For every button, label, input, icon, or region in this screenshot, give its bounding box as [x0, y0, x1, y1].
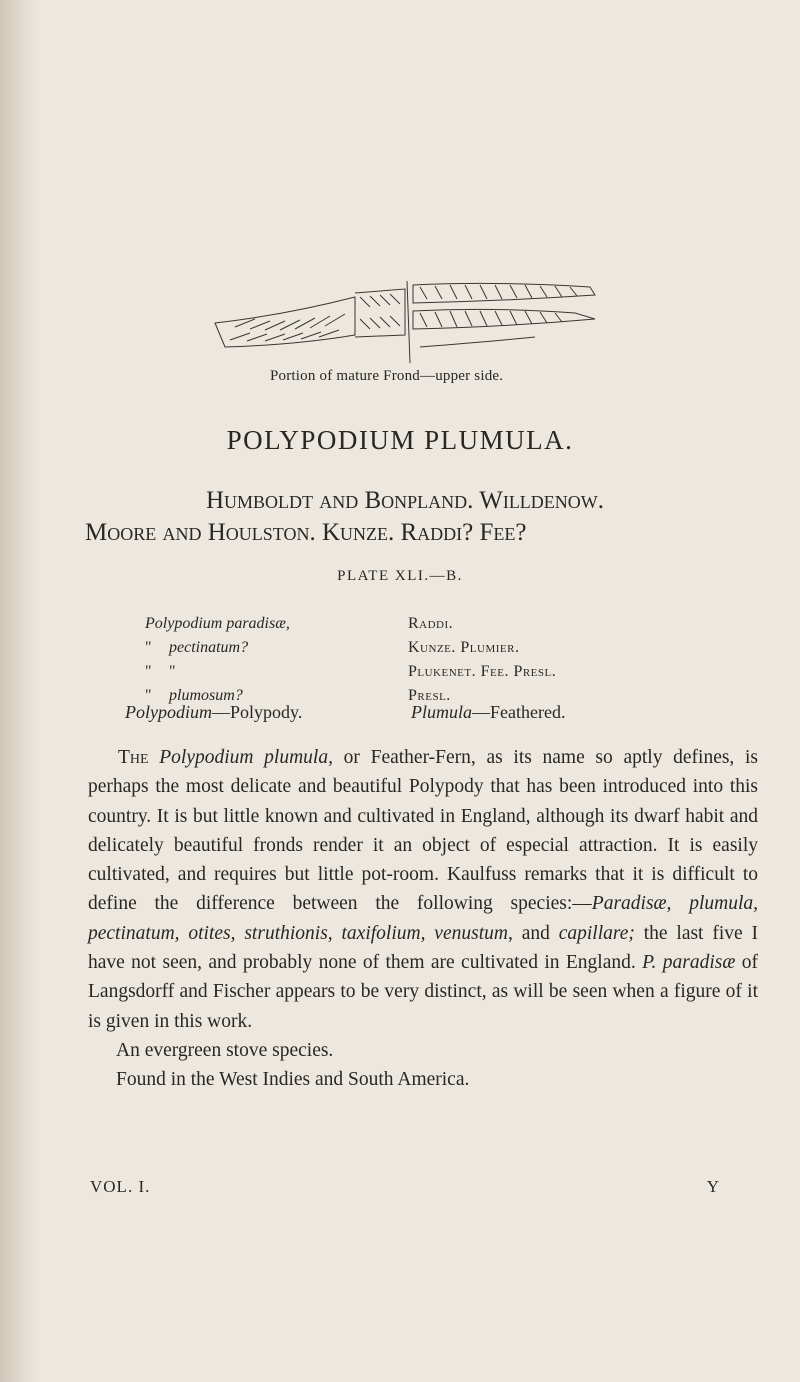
authorities-line-2: Moore and Houlston. Kunze. Raddi? Fee? — [85, 519, 527, 546]
text-run: the last five I have not seen, and probably none of them are cultivated in England. — [88, 922, 758, 974]
text-run: and — [512, 922, 559, 944]
paragraph-description — [88, 743, 758, 1036]
species-meaning: —Feathered. — [472, 702, 566, 722]
volume-label: VOL. I. — [90, 1177, 151, 1196]
page-edge-shadow — [0, 0, 40, 1382]
plate-number: PLATE XLI.—B. — [337, 568, 463, 584]
fern-frond-illustration — [195, 275, 615, 365]
synonym-names — [145, 612, 385, 708]
ditto-mark: " — [145, 687, 152, 704]
frond-strip-right — [407, 281, 595, 363]
species-term: Plumula — [411, 702, 472, 722]
authorities-line-1: Humboldt and Bonpland. Willdenow. — [205, 487, 605, 514]
synonym-authority: Presl. — [408, 687, 451, 704]
ditto-mark: " — [145, 639, 152, 656]
frond-strip-left — [215, 289, 405, 347]
species-list: Paradisæ, plumula, pectinatum, otites, struthionis, taxifolium, venustum, — [88, 893, 758, 944]
synonym-authority: Plukenet. Fee. Presl. — [408, 663, 557, 680]
signature-mark: Y — [706, 1177, 720, 1196]
synonym-name-row — [145, 612, 385, 636]
synonym-name: " — [169, 663, 176, 680]
synonym-name: Polypodium paradisæ, — [145, 615, 290, 632]
species-capillare: capillare; — [558, 922, 635, 944]
synonym-authorities — [408, 612, 768, 708]
genus-meaning: —Polypody. — [212, 702, 303, 722]
synonym-name: plumosum? — [169, 687, 243, 704]
text-run: of Langsdorff and Fischer appears to be very distinct, as will be seen when a figure of it is given in this work. — [88, 952, 758, 1032]
etymology-genus — [125, 702, 302, 723]
body-text — [88, 743, 758, 1095]
synonym-name-row — [145, 636, 385, 660]
etymology-species — [411, 702, 565, 723]
synonym-authority: Raddi. — [408, 615, 454, 632]
species-paradisae: P. paradisæ — [642, 952, 736, 974]
paragraph-distribution: Found in the West Indies and South America. — [116, 1069, 470, 1091]
genus-term: Polypodium — [125, 702, 212, 722]
synonym-name: pectinatum? — [169, 639, 249, 656]
paragraph-habit: An evergreen stove species. — [116, 1039, 334, 1061]
lead-word: The — [118, 747, 149, 768]
synonym-name-row — [145, 660, 385, 684]
ditto-mark: " — [145, 663, 152, 680]
authorities — [85, 485, 725, 549]
page-title: POLYPODIUM PLUMULA. — [226, 425, 574, 455]
page-footer — [90, 1177, 720, 1197]
species-name: Polypodium plumula, — [159, 747, 333, 768]
text-run: or Feather-Fern, as its name so aptly defines, is perhaps the most delicate and beautiful Polypody that has been introduced into this country. It is but little known and cultivated in England, although its dwarf habit and delicately beautiful fronds render it an object of especial attraction. It is easily cultivated, and requires but little pot-room. Kaulfuss remarks that it is difficult to define the difference between the following species:— — [88, 747, 758, 915]
figure-caption: Portion of mature Frond—upper side. — [270, 368, 504, 384]
synonym-authority: Kunze. Plumier. — [408, 639, 520, 656]
